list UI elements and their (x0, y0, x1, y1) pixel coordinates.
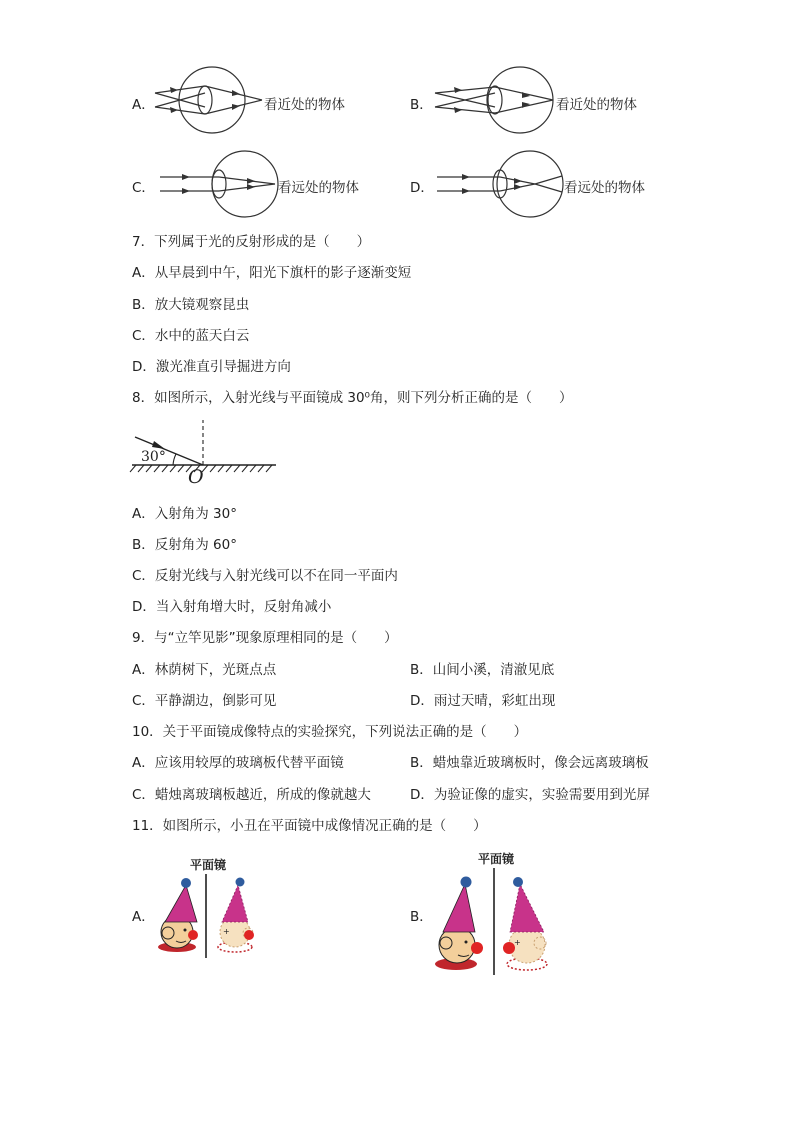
q8-option-d: D．当入射角增大时，反射角减小 (132, 599, 332, 615)
eye-caption: 看远处的物体 (278, 180, 359, 196)
q8-option-b: B．反射角为 60° (132, 537, 237, 553)
q10-option-d: D．为验证像的虚实，实验需要用到光屏 (410, 787, 650, 803)
q10-option-b: B．蜡烛靠近玻璃板时，像会远离玻璃板 (410, 755, 649, 771)
angle-label: 30° (141, 449, 166, 465)
q9-option-b: B．山间小溪，清澈见底 (410, 662, 555, 678)
q9-option-a: A．林荫树下，光斑点点 (132, 662, 277, 678)
q7-option-d: D．激光准直引导掘进方向 (132, 359, 291, 375)
q8-stem: 8．如图所示，入射光线与平面镜成 30⁰角，则下列分析正确的是（ ） (132, 390, 573, 406)
q10-stem: 10．关于平面镜成像特点的实验探究，下列说法正确的是（ ） (132, 724, 528, 740)
q10-option-a: A．应该用较厚的玻璃板代替平面镜 (132, 755, 344, 771)
mirror-title: 平面镜 (190, 858, 227, 872)
mirror-title: 平面镜 (478, 852, 515, 866)
q7-stem: 7．下列属于光的反射形成的是（ ） (132, 234, 371, 250)
option-label: A． (132, 97, 155, 113)
eye-caption: 看远处的物体 (564, 180, 645, 196)
option-label: A． (132, 909, 155, 925)
point-label: O (188, 466, 204, 488)
q7-option-c: C．水中的蓝天白云 (132, 328, 250, 344)
q9-option-c: C．平静湖边，倒影可见 (132, 693, 277, 709)
option-label: D． (410, 180, 434, 196)
q7-option-a: A．从早晨到中午，阳光下旗杆的影子逐渐变短 (132, 265, 412, 281)
q8-option-a: A．入射角为 30° (132, 506, 237, 522)
eye-caption: 看近处的物体 (264, 97, 345, 113)
q9-option-d: D．雨过天晴，彩虹出现 (410, 693, 556, 709)
svg-text:+: + (514, 938, 521, 947)
eye-caption: 看近处的物体 (556, 97, 637, 113)
q7-option-b: B．放大镜观察昆虫 (132, 297, 250, 313)
option-label: B． (410, 97, 433, 113)
option-label: C． (132, 180, 155, 196)
q8-option-c: C．反射光线与入射光线可以不在同一平面内 (132, 568, 398, 584)
svg-text:+: + (223, 927, 230, 936)
q10-option-c: C．蜡烛离玻璃板越近，所成的像就越大 (132, 787, 371, 803)
q9-stem: 9．与“立竿见影”现象原理相同的是（ ） (132, 630, 398, 646)
option-label: B． (410, 909, 433, 925)
q11-stem: 11．如图所示，小丑在平面镜中成像情况正确的是（ ） (132, 818, 487, 834)
